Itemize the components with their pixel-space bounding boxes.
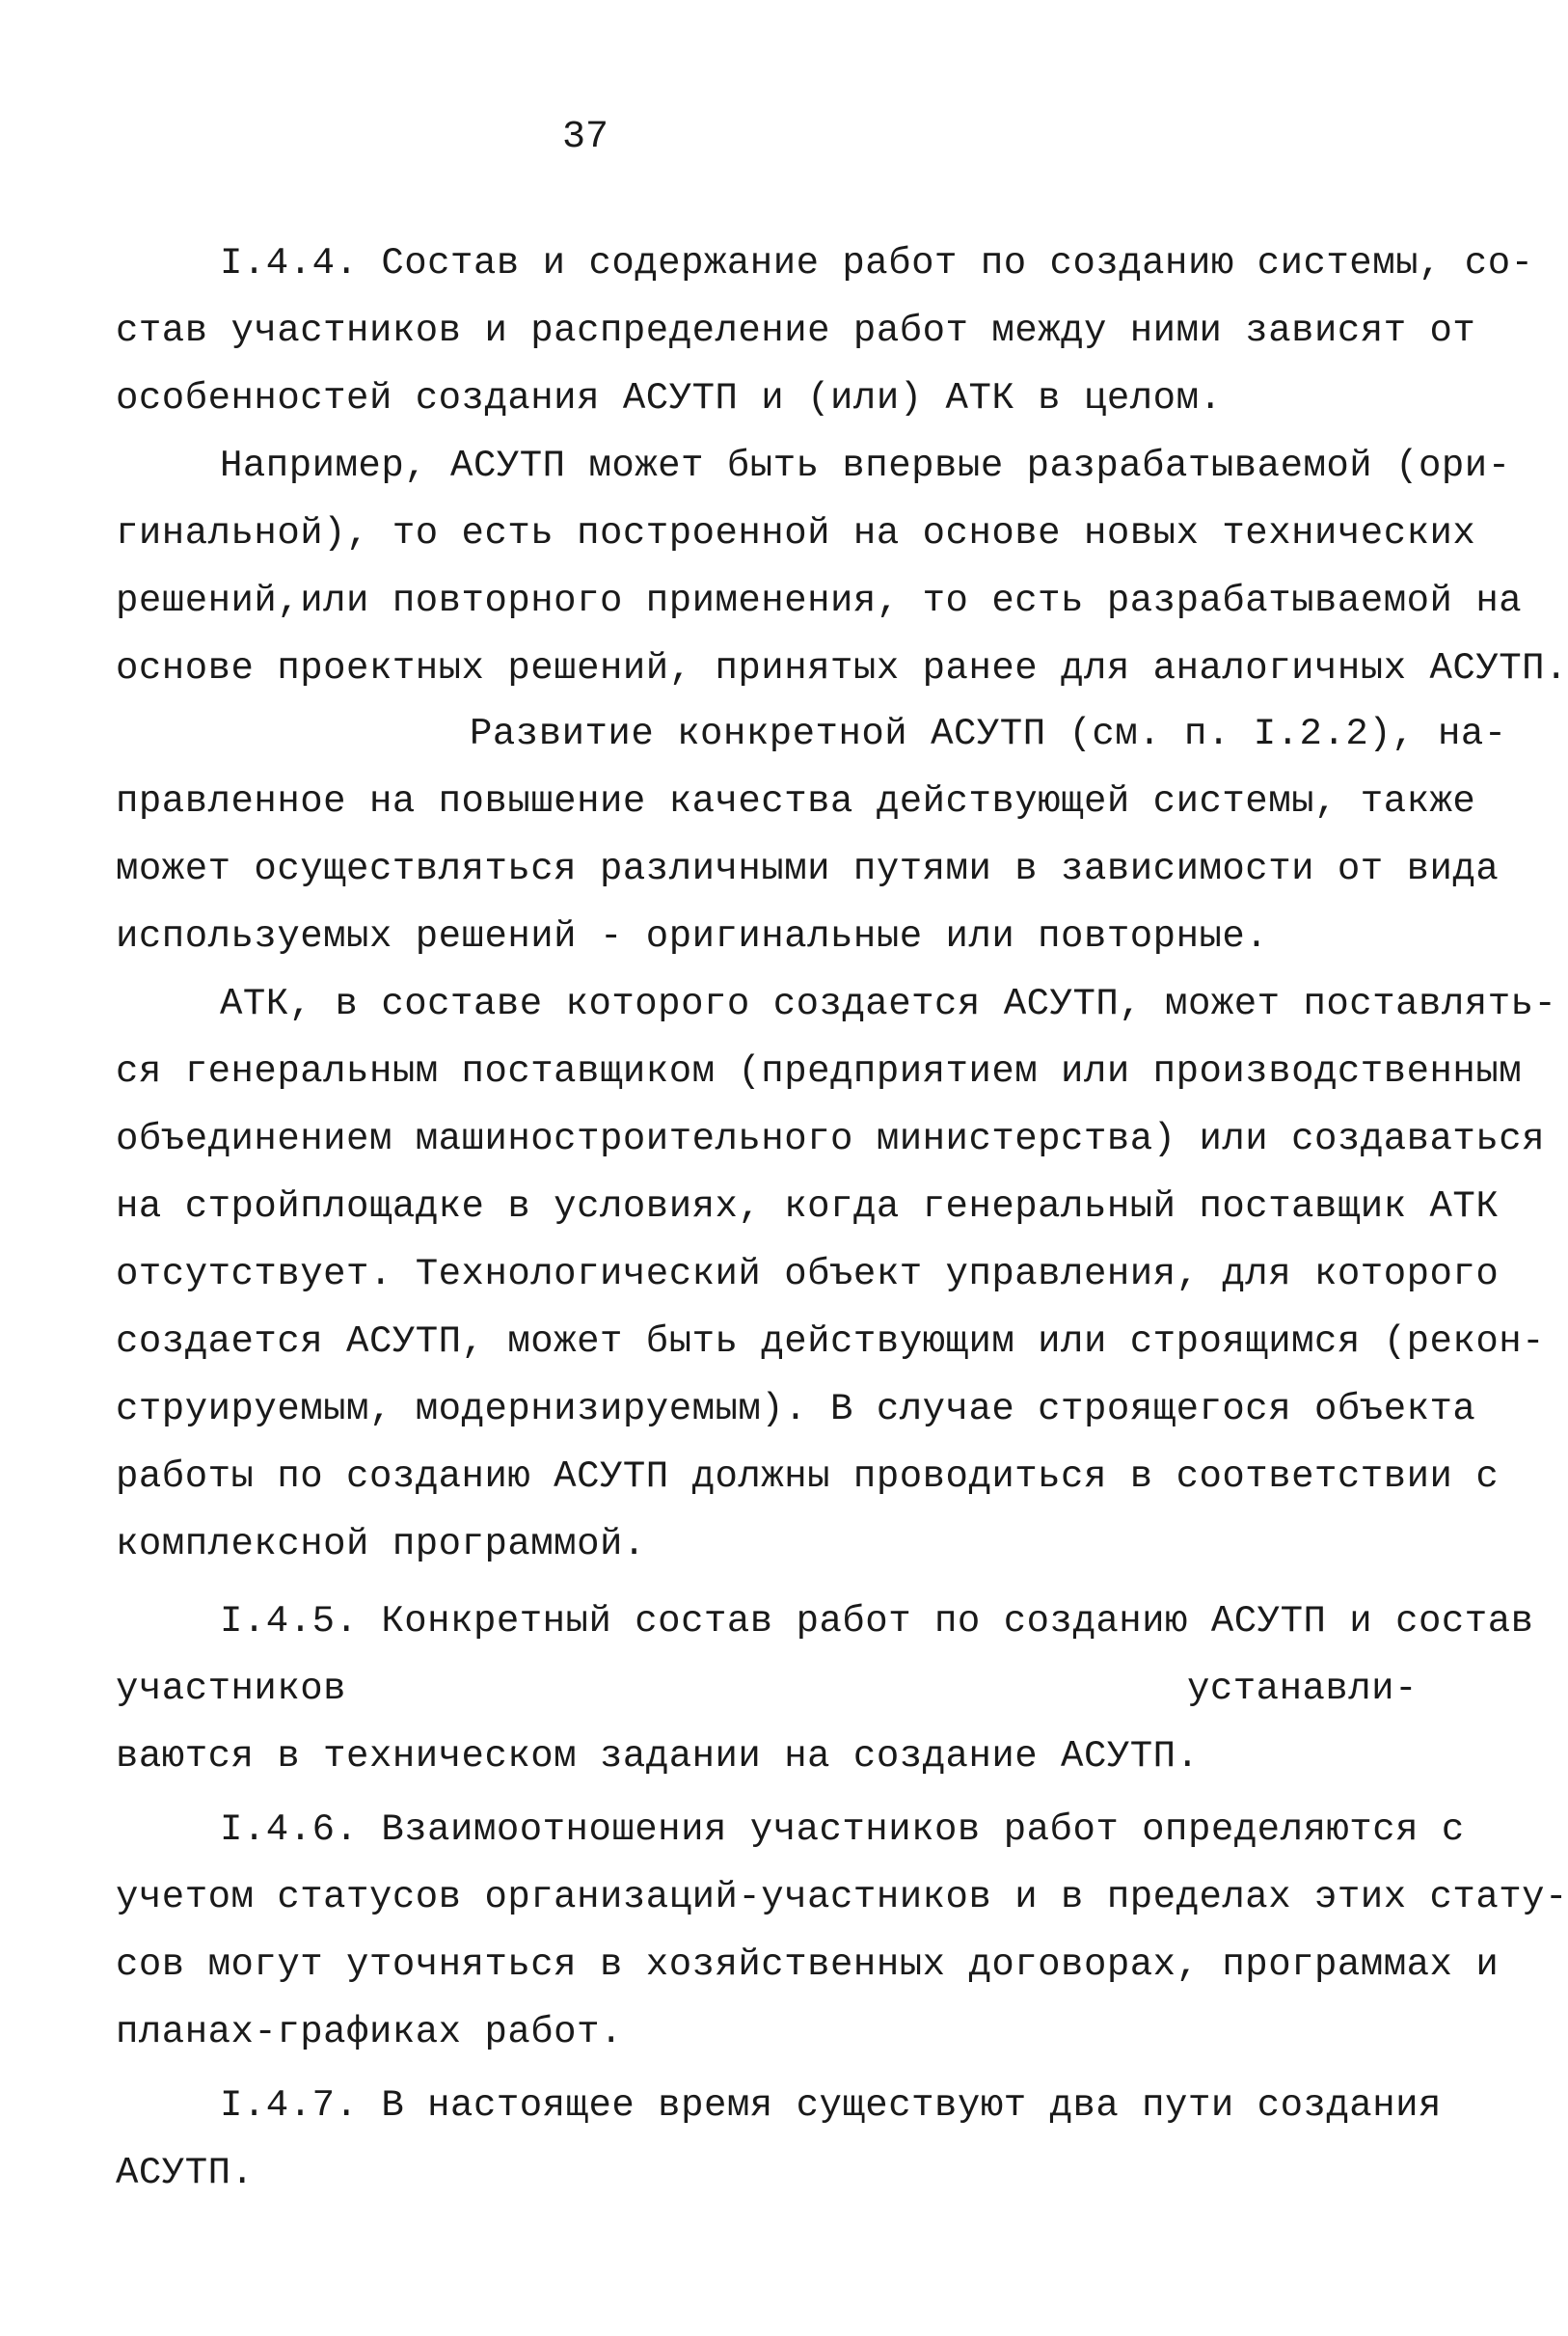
text-line: струируемым, модернизируемым). В случае строящегося объекта — [116, 1388, 1476, 1430]
text-line: I.4.7. В настоящее время существуют два пути создания — [220, 2084, 1442, 2127]
text-line: гинальной), то есть построенной на основе новых технических — [116, 512, 1476, 555]
text-line: используемых решений - оригинальные или повторные. — [116, 915, 1269, 958]
text-line: ваются в техническом задании на создание АСУТП. — [116, 1735, 1200, 1778]
text-line: ся генеральным поставщиком (предприятием или производственным — [116, 1050, 1523, 1093]
text-line: Например, АСУТП может быть впервые разрабатываемой (ори- — [220, 445, 1511, 487]
text-line: может осуществляться различными путями в зависимости от вида — [116, 848, 1500, 890]
text-line: АСУТП. — [116, 2152, 255, 2194]
text-line-split — [116, 1668, 1418, 1710]
text-line: на стройплощадке в условиях, когда генеральный поставщик АТК — [116, 1185, 1500, 1228]
text-line: основе проектных решений, принятых ранее для аналогичных АСУТП. — [116, 647, 1568, 690]
text-line: объединением машиностроительного министерства) или создаваться — [116, 1118, 1546, 1160]
text-fragment-left: участников — [116, 1668, 347, 1710]
text-line: I.4.4. Состав и содержание работ по созданию системы, со- — [220, 242, 1534, 285]
text-line: Развитие конкретной АСУТП (см. п. I.2.2), на- — [470, 713, 1507, 755]
page-number: 37 — [562, 116, 609, 159]
text-line: планах-графиках работ. — [116, 2011, 623, 2053]
text-line: сов могут уточняться в хозяйственных договорах, программах и — [116, 1943, 1500, 1986]
text-line: комплексной программой. — [116, 1523, 646, 1565]
text-line: создается АСУТП, может быть действующим или строящимся (рекон- — [116, 1320, 1546, 1363]
text-line: отсутствует. Технологический объект управления, для которого — [116, 1253, 1500, 1295]
text-line: решений,или повторного применения, то есть разрабатываемой на — [116, 580, 1523, 622]
text-line: правленное на повышение качества действующей системы, также — [116, 780, 1476, 823]
text-line: особенностей создания АСУТП и (или) АТК в целом. — [116, 377, 1223, 420]
text-line: став участников и распределение работ между ними зависят от — [116, 310, 1476, 352]
text-line: учетом статусов организаций-участников и в пределах этих стату- — [116, 1876, 1568, 1918]
text-line: АТК, в составе которого создается АСУТП, может поставлять- — [220, 983, 1557, 1025]
text-fragment-right: устанавли- — [1186, 1668, 1418, 1710]
text-line: работы по созданию АСУТП должны проводиться в соответствии с — [116, 1455, 1500, 1498]
text-line: I.4.6. Взаимоотношения участников работ определяются с — [220, 1808, 1465, 1851]
text-line: I.4.5. Конкретный состав работ по созданию АСУТП и состав — [220, 1600, 1534, 1643]
